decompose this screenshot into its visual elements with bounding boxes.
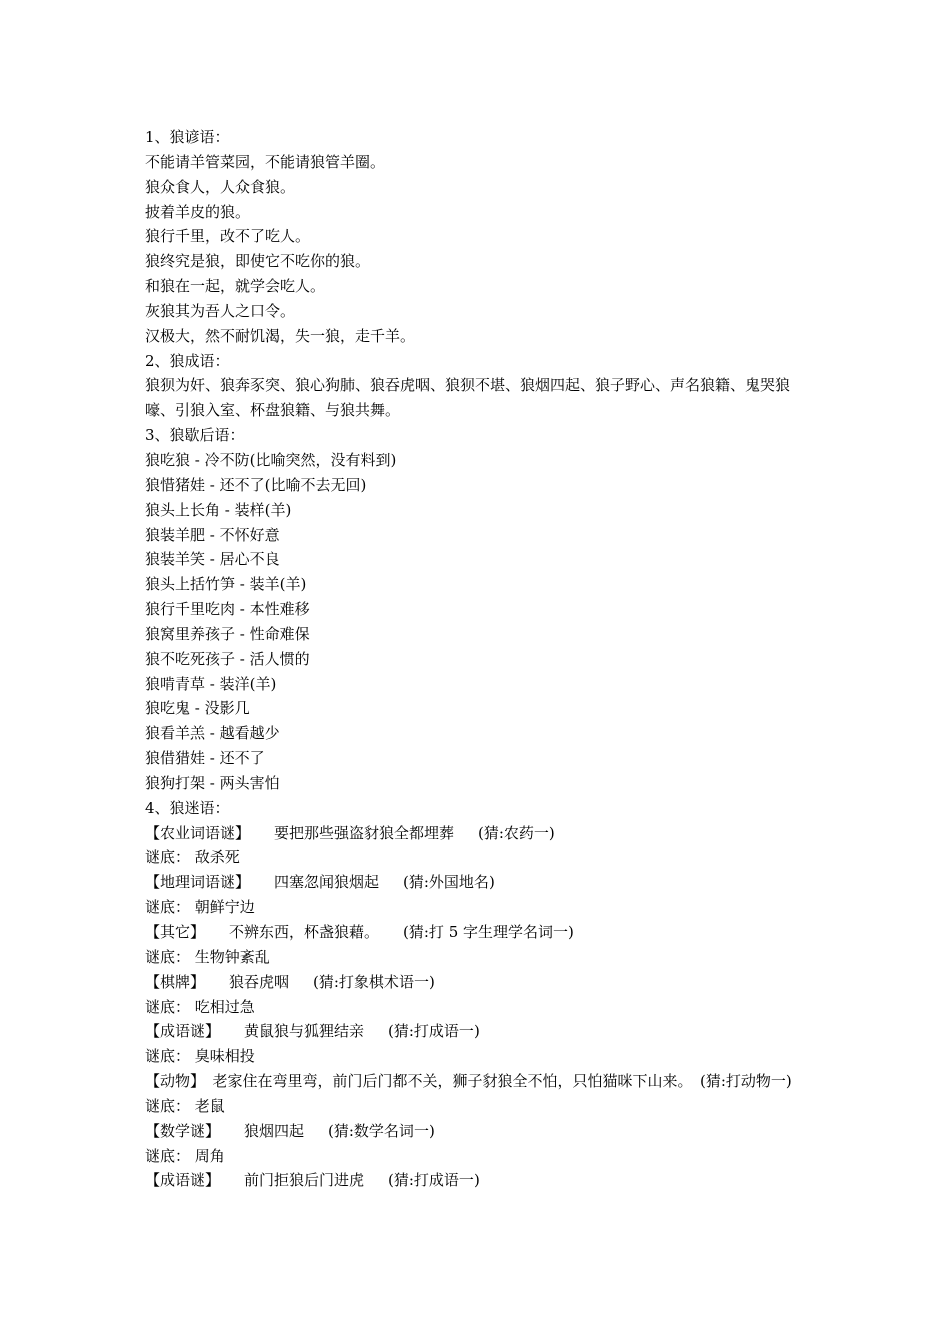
proverb-line: 灰狼其为吾人之口令。: [145, 301, 296, 320]
riddle-answer: 谜底： 周角: [145, 1146, 225, 1165]
riddle-answer: 谜底： 臭味相投: [145, 1047, 255, 1066]
riddle-hint: (猜:数学名词一): [328, 1121, 435, 1140]
riddle-tag: 【数学谜】: [145, 1121, 221, 1140]
riddle-tag: 【农业词语谜】: [145, 823, 251, 842]
riddle-question: 要把那些强盗豺狼全都埋葬: [274, 823, 455, 842]
riddle-answer: 谜底： 吃相过急: [145, 997, 255, 1016]
riddle-question: 前门拒狼后门进虎: [244, 1171, 365, 1190]
riddle-tag: 【地理词语谜】: [145, 873, 251, 892]
riddle-hint: (猜:打象棋术语一): [313, 972, 435, 991]
riddle-hint: (猜:外国地名): [403, 873, 495, 892]
riddle-hint: (猜:打成语一): [388, 1171, 480, 1190]
section-heading-xiehouyu: 3、狼歇后语：: [145, 426, 245, 445]
riddle-answer: 谜底： 生物钟紊乱: [145, 947, 270, 966]
xiehouyu-line: 狼吃狼 - 冷不防(比喻突然，没有料到): [145, 450, 397, 469]
riddle-answer: 谜底： 老鼠: [145, 1096, 225, 1115]
xiehouyu-line: 狼不吃死孩子 - 活人惯的: [145, 649, 310, 668]
riddle-question: 四塞忽闻狼烟起: [274, 873, 380, 892]
riddle-animal: 【动物】 老家住在弯里弯，前门后门都不关，狮子豺狼全不怕，只怕猫咪下山来。 (猜:打动物一): [145, 1072, 792, 1091]
riddle-line: [145, 870, 817, 895]
xiehouyu-line: 狼装羊肥 - 不怀好意: [145, 525, 280, 544]
riddle-question: 黄鼠狼与狐狸结亲: [244, 1022, 365, 1041]
riddle-question: 不辨东西，杯盏狼藉。: [229, 923, 380, 941]
xiehouyu-line: 狼借猎娃 - 还不了: [145, 749, 265, 768]
riddle-question: 狼烟四起: [244, 1121, 305, 1140]
xiehouyu-line: 狼看羊羔 - 越看越少: [145, 724, 280, 743]
riddle-tag: 【其它】: [145, 923, 206, 941]
xiehouyu-line: 狼窝里养孩子 - 性命难保: [145, 624, 310, 643]
idioms-paragraph: 狼狈为奸、狼奔豕突、狼心狗肺、狼吞虎咽、狼狈不堪、狼烟四起、狼子野心、声名狼籍、鬼哭狼嚎、引狼入室、杯盘狼籍、与狼共舞。: [145, 376, 791, 420]
xiehouyu-line: 狼啃青草 - 装洋(羊): [145, 674, 277, 693]
proverb-line: 狼行千里，改不了吃人。: [145, 227, 311, 246]
proverb-line: 汉极大，然不耐饥渴，失一狼，走千羊。: [145, 326, 416, 345]
riddle-hint: (猜:打成语一): [388, 1022, 480, 1041]
section-heading-riddles: 4、狼迷语：: [145, 798, 230, 817]
riddle-hint: (猜:农药一): [478, 823, 555, 842]
xiehouyu-line: 狼头上括竹笋 - 装羊(羊): [145, 575, 307, 594]
riddle-tag: 【成语谜】: [145, 1022, 221, 1041]
riddle-line: [145, 1019, 817, 1044]
riddle-hint: (猜:打 5 字生理学名词一): [403, 923, 574, 941]
xiehouyu-line: 狼头上长角 - 装样(羊): [145, 500, 292, 519]
xiehouyu-line: 狼惜猪娃 - 还不了(比喻不去无回): [145, 475, 367, 494]
riddle-tag: 【棋牌】: [145, 972, 206, 991]
section-heading-idioms: 2、狼成语：: [145, 351, 230, 370]
riddle-line: [145, 920, 817, 945]
xiehouyu-line: 狼行千里吃肉 - 本性难移: [145, 600, 310, 619]
document-body: [145, 125, 817, 1193]
riddle-answer: 谜底： 朝鲜宁边: [145, 898, 255, 917]
riddle-line: [145, 1168, 817, 1193]
riddle-line: [145, 1119, 817, 1144]
riddle-question: 狼吞虎咽: [229, 972, 290, 991]
proverb-line: 披着羊皮的狼。: [145, 202, 251, 221]
xiehouyu-line: 狼吃鬼 - 没影几: [145, 699, 250, 718]
proverb-line: 狼终究是狼，即使它不吃你的狼。: [145, 252, 371, 271]
riddle-line: [145, 821, 817, 846]
riddle-answer: 谜底： 敌杀死: [145, 848, 240, 867]
xiehouyu-line: 狼狗打架 - 两头害怕: [145, 773, 280, 792]
proverb-line: 狼众食人，人众食狼。: [145, 177, 296, 196]
riddle-line: [145, 970, 817, 995]
proverb-line: 不能请羊管菜园，不能请狼管羊圈。: [145, 152, 386, 171]
riddle-tag: 【成语谜】: [145, 1171, 221, 1190]
section-heading-proverbs: 1、狼谚语：: [145, 128, 230, 146]
xiehouyu-line: 狼装羊笑 - 居心不良: [145, 550, 280, 569]
proverb-line: 和狼在一起，就学会吃人。: [145, 277, 326, 296]
